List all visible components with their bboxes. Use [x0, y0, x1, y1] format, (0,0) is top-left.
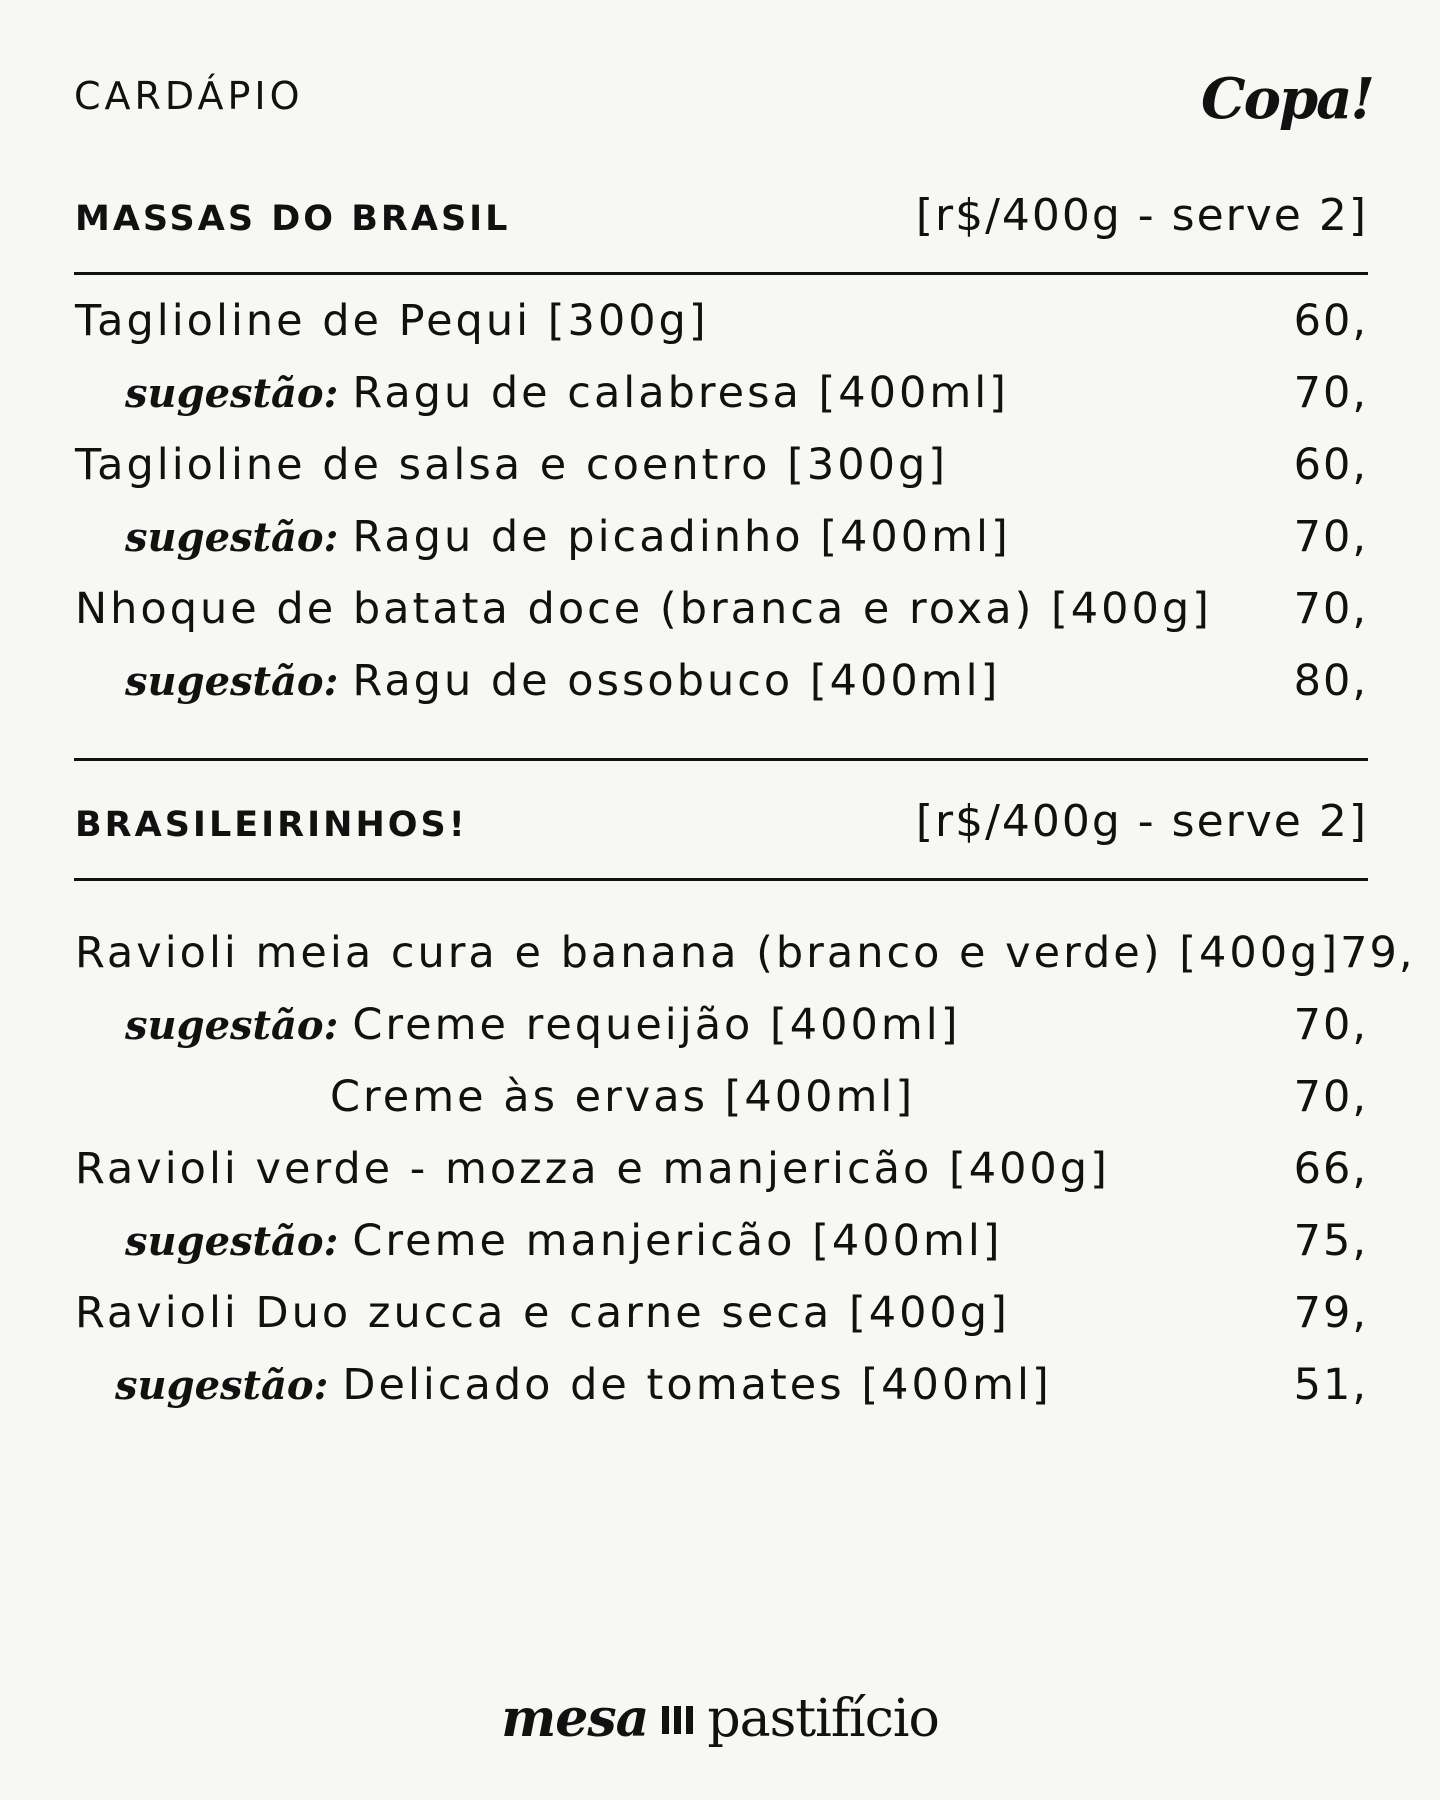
section-title: BRASILEIRINHOS!	[75, 805, 468, 845]
item-price: 79,	[1293, 1288, 1368, 1338]
menu-list-massas	[75, 296, 1368, 728]
item-price: 70,	[1293, 368, 1368, 418]
item-price: 70,	[1293, 1000, 1368, 1050]
item-price: 70,	[1293, 512, 1368, 562]
item-name: sugestão: Delicado de tomates [400ml]	[115, 1360, 1052, 1410]
menu-item-suggestion	[75, 1360, 1368, 1432]
item-price: 51,	[1293, 1360, 1368, 1410]
suggestion-label: sugestão:	[125, 1002, 339, 1049]
menu-item-suggestion	[75, 656, 1368, 728]
item-name: Taglioline de Pequi [300g]	[75, 296, 709, 346]
footer-brand-regular: pastifício	[707, 1689, 939, 1749]
item-price: 75,	[1293, 1216, 1368, 1266]
item-name: sugestão: Ragu de picadinho [400ml]	[125, 512, 1011, 562]
item-price: 79,	[1340, 928, 1415, 978]
section-header-massas	[75, 190, 1368, 241]
divider	[74, 878, 1368, 881]
item-name: Taglioline de salsa e coentro [300g]	[75, 440, 949, 490]
item-price: 80,	[1293, 656, 1368, 706]
menu-item	[75, 296, 1368, 368]
suggestion-label: sugestão:	[115, 1362, 329, 1409]
bars-icon	[662, 1706, 693, 1734]
brand-logo: Copa!	[1201, 66, 1373, 132]
footer-brand	[0, 1688, 1440, 1749]
item-price: 60,	[1293, 440, 1368, 490]
section-header-brasileirinhos	[75, 796, 1368, 847]
menu-item	[75, 440, 1368, 512]
suggestion-label: sugestão:	[125, 514, 339, 561]
section-title: MASSAS DO BRASIL	[75, 199, 511, 239]
suggestion-label: sugestão:	[125, 370, 339, 417]
footer-brand-italic: mesa	[501, 1688, 649, 1749]
divider	[74, 272, 1368, 275]
menu-item-suggestion	[75, 1000, 1368, 1072]
item-name: sugestão: Ragu de calabresa [400ml]	[125, 368, 1009, 418]
item-name: Ravioli meia cura e banana (branco e verde) [400g]	[75, 928, 1341, 978]
menu-label: CARDÁPIO	[74, 74, 304, 118]
section-unit: [r$/400g - serve 2]	[915, 796, 1368, 847]
item-name: sugestão: Creme manjericão [400ml]	[125, 1216, 1003, 1266]
menu-item-suggestion	[75, 368, 1368, 440]
item-price: 70,	[1293, 1072, 1368, 1122]
item-name: sugestão: Creme requeijão [400ml]	[125, 1000, 961, 1050]
menu-item	[75, 1288, 1368, 1360]
menu-item	[75, 928, 1415, 1000]
menu-list-brasileirinhos	[75, 928, 1415, 1432]
item-price: 66,	[1293, 1144, 1368, 1194]
suggestion-label: sugestão:	[125, 658, 339, 705]
item-price: 70,	[1293, 584, 1368, 634]
item-name: Ravioli Duo zucca e carne seca [400g]	[75, 1288, 1010, 1338]
item-name: Nhoque de batata doce (branca e roxa) [400g]	[75, 584, 1212, 634]
menu-item	[75, 1144, 1368, 1216]
section-unit: [r$/400g - serve 2]	[915, 190, 1368, 241]
item-price: 60,	[1293, 296, 1368, 346]
divider	[74, 758, 1368, 761]
item-name: Creme às ervas [400ml]	[330, 1072, 916, 1122]
item-name: Ravioli verde - mozza e manjericão [400g]	[75, 1144, 1110, 1194]
menu-item-suggestion	[75, 1072, 1368, 1144]
menu-item	[75, 584, 1368, 656]
menu-item-suggestion	[75, 512, 1368, 584]
item-name: sugestão: Ragu de ossobuco [400ml]	[125, 656, 1001, 706]
suggestion-label: sugestão:	[125, 1218, 339, 1265]
menu-item-suggestion	[75, 1216, 1368, 1288]
